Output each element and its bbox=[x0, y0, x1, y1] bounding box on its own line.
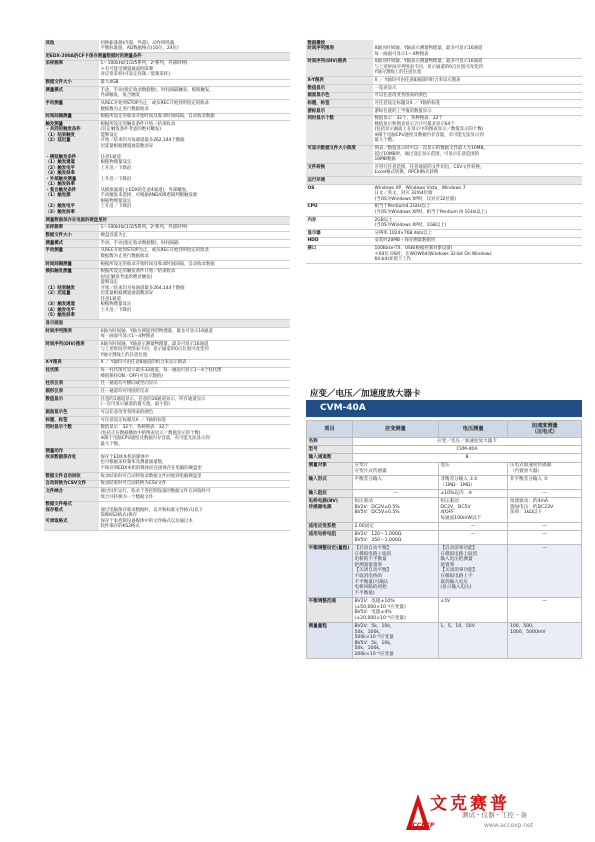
spec-table-row bbox=[307, 498, 582, 523]
spec-label: 采样频率 bbox=[44, 224, 99, 232]
spec-row bbox=[306, 237, 582, 245]
spec-row bbox=[44, 87, 290, 100]
spec-value: 从REC开始到STOP为止，或从REC开始到所指定的收录 数据数为止进行数据收录 bbox=[99, 100, 290, 113]
spec-label: OS bbox=[306, 185, 373, 204]
spec-cell: BV2V：120～1,000Ω BV5V：350～1,000Ω bbox=[353, 531, 439, 545]
spec-table-row bbox=[307, 545, 582, 598]
spec-label: 自动转换为CSV文件 bbox=[44, 480, 99, 488]
spec-row bbox=[44, 328, 290, 341]
spec-cell: 非平衡差分输入 ③ bbox=[508, 476, 582, 490]
spec-cell: BV2V：5k，10k， 50k，100k， 500k×10⁻⁶应变量 BV5V：5k，10k， 50k，100k， 200k×10⁻⁶应变量 bbox=[353, 623, 439, 659]
spec-cell: — bbox=[353, 490, 439, 498]
right-spec-column bbox=[306, 40, 582, 264]
spec-value: Windows XP，Windows Vista，Windows 7 日文／英文，对应 32/64位版 (当OS为Windows XP时，仅对应32位版) bbox=[373, 185, 582, 204]
spec-value: 每一柱状图可显示最多32通道，每一画面可显示1～4个柱状图 峰值保持ON／OFF(可显示数值) bbox=[99, 367, 290, 380]
spec-row bbox=[44, 40, 290, 53]
spec-row bbox=[306, 203, 582, 216]
spec-value: 根据所设定的触发条件开始／结束收录 (其定触发条件考虑的绝对触发) 能够设定 开始／结束均为每通道最多262,144个数据 迟延量根据测量通道数而异 任意1通道 根据物理量设定 上升沿／下降沿 上升沿／下降沿 从模拟通道(主EDX的任意4通道)，外部触发， 手动触发来选择，可根据AND/OR逻辑判断触发源 根据物理量设定 上升沿／下降沿 bbox=[99, 121, 290, 217]
spec-label: 测量动作 收录数据保存处 bbox=[44, 448, 99, 472]
right-spec-table bbox=[306, 40, 582, 264]
spec-row bbox=[44, 367, 290, 380]
spec-label: X-Y图表 bbox=[306, 77, 373, 85]
spec-row bbox=[44, 359, 290, 367]
spec-label: 标题，标签 bbox=[306, 100, 373, 108]
spec-row bbox=[306, 77, 582, 85]
spec-label: 数据文件大小 bbox=[44, 232, 99, 240]
spec-item-label: 适用应变系数 bbox=[307, 523, 353, 531]
spec-cell: — bbox=[508, 545, 582, 598]
spec-label: 可显示数据文件大小限度 bbox=[306, 145, 373, 164]
spec-row bbox=[44, 224, 290, 232]
spec-row bbox=[44, 501, 290, 531]
spec-cell: 应变片 应变片式传感器 bbox=[353, 462, 439, 476]
spec-item-label: 型号 bbox=[307, 446, 353, 454]
spec-column-header: 应变测量 bbox=[353, 421, 439, 438]
spec-row bbox=[44, 100, 290, 113]
spec-table-row bbox=[307, 462, 582, 476]
spec-label: 接口 bbox=[306, 245, 373, 264]
spec-value: X轴为时间轴，Y轴表示测量物理量，最多可显示16通道 与上述时间序列图表不同，显示通道的0点位置可改变到 Y轴分割线上的任意位置 bbox=[373, 58, 582, 77]
spec-label: 显示器 bbox=[306, 230, 373, 238]
brand-logo bbox=[404, 788, 584, 836]
spec-label: 内存 bbox=[306, 216, 373, 229]
spec-row bbox=[306, 85, 582, 93]
spec-label: 同时显示个数 bbox=[44, 424, 99, 448]
spec-value: 可以任意改变各图表的颜色 bbox=[99, 409, 290, 417]
spec-cell: 压电式加速度传感器 （内置放大器） bbox=[508, 462, 582, 476]
spec-column-header: 项目 bbox=[307, 421, 353, 438]
spec-column-header: 加速度测量 （压电式） bbox=[508, 421, 582, 438]
spec-row bbox=[44, 396, 290, 409]
spec-table-row bbox=[307, 454, 582, 462]
spec-item-label: 平衡调整设定(量程) bbox=[307, 545, 353, 598]
spec-item-label: 适用电桥电阻 bbox=[307, 531, 353, 545]
spec-cell: — bbox=[508, 523, 582, 531]
spec-value: 收录结束时可自动转换为CSV文件 bbox=[99, 480, 290, 488]
spec-label: 时间序列图表 bbox=[44, 328, 99, 341]
spec-cell: — bbox=[508, 531, 582, 545]
spec-cell: 非衡差分输入 ①② （1MΩ・1MΩ） bbox=[438, 476, 508, 490]
cvm40a-spec-table bbox=[306, 420, 582, 659]
spec-row bbox=[306, 92, 582, 100]
spec-table-row bbox=[307, 523, 582, 531]
spec-value: 数值显示：32个，各种图表：32个 (包括正在数据播放中的图表显示／数值显示的个数) ※限于电脑CPU速度及数据内存容量，有可能无法显示到 最大个数。 bbox=[99, 424, 290, 448]
spec-value: 收录结束时可自动将收录数据文件回收到电脑硬盘里 bbox=[99, 473, 290, 481]
spec-row bbox=[306, 164, 582, 177]
spec-label: CPU bbox=[306, 203, 373, 216]
spec-row bbox=[44, 480, 290, 488]
spec-cell: 平衡差分输入 bbox=[353, 476, 439, 490]
spec-label: 时间序列(DIV)图表 bbox=[44, 341, 99, 360]
spec-item-label: 输入通道数 bbox=[307, 454, 353, 462]
spec-label: 游标显示 bbox=[306, 108, 373, 116]
spec-label: 手动测量 bbox=[44, 247, 99, 260]
spec-row bbox=[306, 108, 582, 116]
spec-value: 根据所设定的触发条件开始／结束收录 (固定触发考虑的绝对触发) 能够设定 开始／结束均为每通道最多264,144个数据 迟延量根据测量通道数而异 任意1通道 根据物理量设定 上升沿／下降沿 bbox=[99, 268, 290, 320]
spec-cell: — bbox=[508, 490, 582, 498]
spec-cell: ±10%以内 ④ bbox=[438, 490, 508, 498]
spec-value: X轴为时间轴，Y轴为测量到的物理量，最多可显示16通道 每一画面可显示1～4种图表 bbox=[99, 328, 290, 341]
left-spec-column bbox=[44, 40, 290, 531]
spec-value: 2GB以上 (当OS为Windows XP时，1GB以上) bbox=[373, 216, 582, 229]
model-name: CVM-40A bbox=[320, 403, 366, 413]
spec-label: 手动测量 bbox=[44, 100, 99, 113]
spec-value: 从REC开始到STOP为止，或从REC开始到所指定的收录 数据数为止进行数据收录 bbox=[99, 247, 290, 260]
spec-value: 1～100kHz(1/2/5系列，2ⁿ系列，外部时钟) ＊有可能受测量通道的限制 对应变采样(可设定高频／低频采样) bbox=[99, 60, 290, 79]
spec-label: 同时显示个数 bbox=[306, 115, 373, 145]
spec-cell: 100，500， 1000，5000mV bbox=[508, 623, 582, 659]
spec-value: X轴为时间轴，Y轴表示测量物理量，最多可显示16通道 每一画面可显示1～4种图表 bbox=[373, 40, 582, 58]
spec-row bbox=[44, 240, 290, 248]
model-header-bar bbox=[306, 400, 582, 417]
spec-table-row bbox=[307, 531, 582, 545]
spec-label: 采样频率 bbox=[44, 60, 99, 79]
spec-cell: 2.00固定 bbox=[353, 523, 439, 531]
spec-item-label: 输入阻抗 bbox=[307, 490, 353, 498]
spec-row bbox=[44, 488, 290, 501]
spec-label: 时间序列(DIV)图表 bbox=[306, 58, 373, 77]
spec-item-label: 平衡调整范围 bbox=[307, 598, 353, 623]
spec-label: 数据文件格式 保存格式 可读取格式 bbox=[44, 501, 99, 531]
spec-label: 数值显示 bbox=[306, 85, 373, 93]
section-heading: 显示画面 bbox=[44, 320, 290, 328]
spec-value: 任意的1通道显示，任意的16通道显示，所有通道显示 (一次可显示通道的最大值，最小值) bbox=[99, 396, 290, 409]
spec-value: 通过同步运行，收录于各控制设备的数据文件在回收时可 续合并转换为一个数据文件 bbox=[99, 488, 290, 501]
spec-value: 切换振荡源(内部，外部)，动作终鸣器， 平衡标准值，AD数据格式(16位，24位) bbox=[99, 40, 290, 53]
brand-url: www.accexp.net bbox=[484, 822, 534, 829]
spec-cell: 【启动消零功能】 在模拟电路上取消 输入电压把测量 值置零 【关闭消零功能】 在模拟电路上不 取消输入电压 (显示输入电压) bbox=[438, 545, 508, 598]
spec-row bbox=[44, 232, 290, 240]
spec-label: 标题，标签 bbox=[44, 417, 99, 425]
spec-row bbox=[44, 388, 290, 396]
spec-value: 硬盘容量为止 bbox=[99, 232, 290, 240]
spec-value: X ／ Y轴均可由任意8通道的组合来显示图表 bbox=[373, 77, 582, 85]
spec-cell: 恒流驱动：约4mA 施加电压：约DC23V 负荷：1kΩ以下 bbox=[508, 498, 582, 523]
spec-value: 可任意设定标题及X ／ Y轴的标签 bbox=[99, 417, 290, 425]
spec-value: 根据所设定的收录开始时间及收录时间间隔，自动收录数据 bbox=[99, 113, 290, 121]
spec-cell: 电压 bbox=[438, 462, 508, 476]
spec-label: 画面显示色 bbox=[44, 409, 99, 417]
spec-row bbox=[44, 217, 290, 225]
spec-value: 可进行任意范围，任意通道的文件切出，CSV文件转换， Excel格式转换，RPCIII格式转换 bbox=[373, 164, 582, 177]
spec-value: 根据所设定的收录开始时间及收录时间间隔，自动收录数据 bbox=[99, 260, 290, 268]
spec-label: 触发测量 ・共同的触发条件 （1）结束触发 （2）延迟量 ・模拟触发条件 （1）触发通道 （2）触发电平 （3）触发斜率 ・外部触发测量 （1）触发斜率 ・复合触发条件 （1）触发源 （2）触发电平 （3）触发斜率 bbox=[44, 121, 99, 217]
spec-label: 文件转换 bbox=[306, 164, 373, 177]
spec-value: 最大4GB bbox=[99, 79, 290, 87]
spec-row bbox=[44, 417, 290, 425]
section-heading: 运行环境 bbox=[306, 177, 582, 185]
spec-row bbox=[44, 121, 290, 217]
spec-row bbox=[306, 216, 582, 229]
left-spec-table bbox=[44, 40, 290, 531]
spec-value: 游标位置的工学值的数值显示 bbox=[373, 108, 582, 116]
spec-label: 其他 bbox=[44, 40, 99, 53]
spec-value: 安装时20MB＋保存测量数据用 bbox=[373, 237, 582, 245]
spec-row bbox=[44, 341, 290, 360]
spec-item-label: 名称 bbox=[307, 438, 353, 446]
spec-cell: 【启动自动平衡】 在模拟电路上取消 电桥的不平衡量 把测量值置零 【关闭自动平衡】 不取消电桥的 不平衡量(可确认 电桥回路的初始 不平衡值) bbox=[353, 545, 439, 598]
brand-sub: ACCEXP bbox=[408, 822, 435, 829]
spec-row bbox=[44, 424, 290, 448]
spec-table-row bbox=[307, 623, 582, 659]
spec-item-label: 输入形式 bbox=[307, 476, 353, 490]
spec-row bbox=[306, 58, 582, 77]
spec-value: 可任意设定标题及X ／ Y轴的标签 bbox=[373, 100, 582, 108]
spec-cell: 1，5，10，50V bbox=[438, 623, 508, 659]
spec-value: 1～100kHz(1/2/5系列，2ⁿ系列，外部时钟) bbox=[99, 224, 290, 232]
spec-label: 画面显示色 bbox=[306, 92, 373, 100]
spec-value: 通过电脑保存收录数据时，以共和标准文件格式(以下 简称KS2格式)保存 保存于本控制设备媒体中的文件格式以及通过本 软件保存的KS2格式 bbox=[99, 501, 290, 531]
spec-value: X ／ Y轴均可由任意8通道的组合来显示图表 bbox=[99, 359, 290, 367]
spec-label: X-Y图表 bbox=[44, 359, 99, 367]
spec-label: 柱状图 bbox=[44, 367, 99, 380]
spec-table-row bbox=[307, 476, 582, 490]
spec-row bbox=[44, 79, 290, 87]
spec-cell: — bbox=[438, 531, 508, 545]
spec-value: 手动，手动(指定收录数据数)，时间间隔触发，模拟触发， 外部触发，复合触发 bbox=[99, 87, 290, 100]
spec-row bbox=[44, 260, 290, 268]
spec-value: 可以任意改变各图表的颜色 bbox=[373, 92, 582, 100]
spec-label: 文件续合 bbox=[44, 488, 99, 501]
spec-label: 测量模式 bbox=[44, 240, 99, 248]
spec-value: 100Base-TX，USB(根据控制对象设备) ＊64位 OS时，在WOW64(Windows 32-bit On Windows 64-bit)环境下工作 bbox=[373, 245, 582, 264]
brand-name: 文克赛普 bbox=[430, 794, 510, 814]
spec-row bbox=[44, 380, 290, 388]
spec-label: HDD bbox=[306, 237, 373, 245]
spec-row bbox=[306, 245, 582, 264]
spec-value: 相当于Pentium4 2GHz以上 (当OS为Windows XP时，相当于Pentium III 1GHz以上) bbox=[373, 203, 582, 216]
spec-label: 数据文件自动回收 bbox=[44, 473, 99, 481]
spec-label: 测量模式 bbox=[44, 87, 99, 100]
spec-row bbox=[306, 177, 582, 185]
spec-table-row bbox=[307, 490, 582, 498]
spec-row bbox=[44, 113, 290, 121]
spec-table-row bbox=[307, 446, 582, 454]
spec-cell: CVM-40A bbox=[353, 446, 582, 454]
spec-row bbox=[44, 60, 290, 79]
spec-row bbox=[44, 473, 290, 481]
spec-value: X轴为时间轴，Y轴表示测量物理量，最多可显示16通道 与上述时间序列图表不同，显示通道的0点位置可改变到 Y轴分割线上的任意位置 bbox=[99, 341, 290, 360]
spec-value: 任一通道均可横向或竖向显示 bbox=[99, 380, 290, 388]
section-heading: 测量数据保存在电脑的硬盘里时 bbox=[44, 217, 290, 225]
spec-item-label: 测量量程 bbox=[307, 623, 353, 659]
spec-item-label: 测量对象 bbox=[307, 462, 353, 476]
spec-row bbox=[44, 268, 290, 320]
spec-cell: ±5V bbox=[438, 598, 508, 623]
spec-value: 保存于EDX本机的媒体中 也可根据采样频率及测量通道数， 不保存到EDX本机的媒体而直接保存在电脑的硬盘里 bbox=[99, 448, 290, 472]
spec-row bbox=[306, 185, 582, 204]
spec-value: 分辨率 1024×768 dots以上 bbox=[373, 230, 582, 238]
spec-label: 时间间隔测量 bbox=[44, 113, 99, 121]
spec-label: 圆形仪表 bbox=[44, 388, 99, 396]
spec-cell: 应变／电压／加速度放大器卡 bbox=[353, 438, 582, 446]
spec-label: 模拟触发测量 （1）结束触发 （2）迟延量 （3）触发通道 （4）触发电平 （5）触发斜率 bbox=[44, 268, 99, 320]
spec-column-header: 电压测量 bbox=[438, 421, 508, 438]
spec-row bbox=[44, 320, 290, 328]
spec-row bbox=[44, 409, 290, 417]
spec-row bbox=[44, 53, 290, 61]
spec-label: 数据文件大小 bbox=[44, 79, 99, 87]
spec-table-row bbox=[307, 438, 582, 446]
spec-value: 手动，手动(指定收录数据数)，时间间隔 bbox=[99, 240, 290, 248]
section-heading: 用EDX-200A的CF卡保存测量数据时的测量条件 bbox=[44, 53, 290, 61]
spec-cell: 8 bbox=[353, 454, 582, 462]
spec-row bbox=[44, 448, 290, 472]
spec-row bbox=[306, 115, 582, 145]
card-section-title: 应变／电压／加速度放大器卡 bbox=[310, 389, 421, 399]
spec-row bbox=[306, 40, 582, 58]
spec-item-label: 电桥电源(BV) 传感器电源 bbox=[307, 498, 353, 523]
spec-cell: BV2V：电阻±10% (±50,000×10⁻⁶应变量) BV5V：电阻±4% (±20,000×10⁻⁶应变量) bbox=[353, 598, 439, 623]
spec-value: 数值显示：32个，各种图表：32个 数值显示和图表显示合计可最多显示64个 (包括显示画面上在显示中的图表显示／数值显示的个数) ※限于电脑CPU速度及数据内存容量，有可能无法显示到 最大个数。 bbox=[373, 115, 582, 145]
spec-label: 柱状仪表 bbox=[44, 380, 99, 388]
spec-row bbox=[306, 100, 582, 108]
spec-cell: 恒压驱动 DC2V，DC5V 或OFF 每通道100mW以下 bbox=[438, 498, 508, 523]
spec-value: 一览表显示 bbox=[373, 85, 582, 93]
spec-row bbox=[44, 247, 290, 260]
spec-label: 时间间隔测量 bbox=[44, 260, 99, 268]
spec-value: 任一通道均可用圆形仪表 bbox=[99, 388, 290, 396]
spec-value: 图表／数值显示时可以一次显示的数据文件最大为10MB。 超过10MB时，通过设定显示范围，可显示任意范围的 10MB数据 bbox=[373, 145, 582, 164]
spec-row bbox=[306, 230, 582, 238]
spec-cell: — bbox=[508, 598, 582, 623]
spec-row bbox=[306, 145, 582, 164]
spec-cell: — bbox=[438, 523, 508, 531]
spec-cell: 恒压驱动 BV2V：DC2V±0.5% BV5V：DC5V±0.5% bbox=[353, 498, 439, 523]
spec-label: 数据播放 时间序列图表 bbox=[306, 40, 373, 58]
brand-tagline: 测试・仪器・工控・备 bbox=[462, 811, 527, 819]
spec-label: 数值显示 bbox=[44, 396, 99, 409]
spec-table-row bbox=[307, 598, 582, 623]
